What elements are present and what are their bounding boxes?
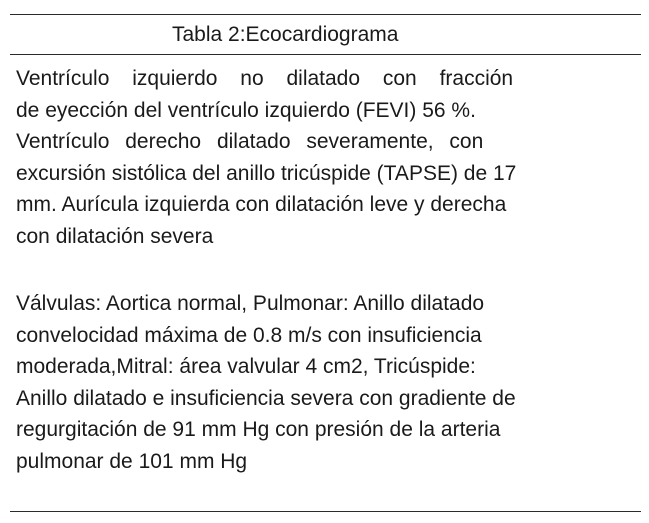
table-top-rule [10,14,641,15]
paragraph-line: convelocidad máxima de 0.8 m/s con insuficiencia [16,323,482,347]
paragraph-line: Ventrículo izquierdo no dilatado con fracción [16,67,514,90]
paragraph-line: con dilatación severa [16,224,214,248]
paragraph-line: de eyección del ventrículo izquierdo (FEVI) 56 %. [16,98,476,122]
paragraph-line: mm. Aurícula izquierda con dilatación leve y derecha [16,193,507,216]
findings-valves-paragraph [16,288,616,477]
table-header-rule [10,54,641,55]
paragraph-line: excursión sistólica del anillo tricúspide (TAPSE) de 17 [16,161,517,185]
echocardiogram-table [10,14,641,512]
paragraph-line: moderada,Mitral: área valvular 4 cm2, Tricúspide: [16,355,476,378]
paragraph-line: Ventrículo derecho dilatado severamente, con [16,130,484,153]
paragraph-line: pulmonar de 101 mm Hg [16,449,248,473]
table-bottom-rule [10,511,641,512]
table-title: Tabla 2:Ecocardiograma [172,23,399,46]
findings-ventricles-paragraph [16,63,616,252]
paragraph-line: Anillo dilatado e insuficiencia severa con gradiente de [16,386,516,410]
paragraph-line: regurgitación de 91 mm Hg con presión de la arteria [16,418,501,441]
paragraph-line: Válvulas: Aortica normal, Pulmonar: Anillo dilatado [16,292,485,315]
